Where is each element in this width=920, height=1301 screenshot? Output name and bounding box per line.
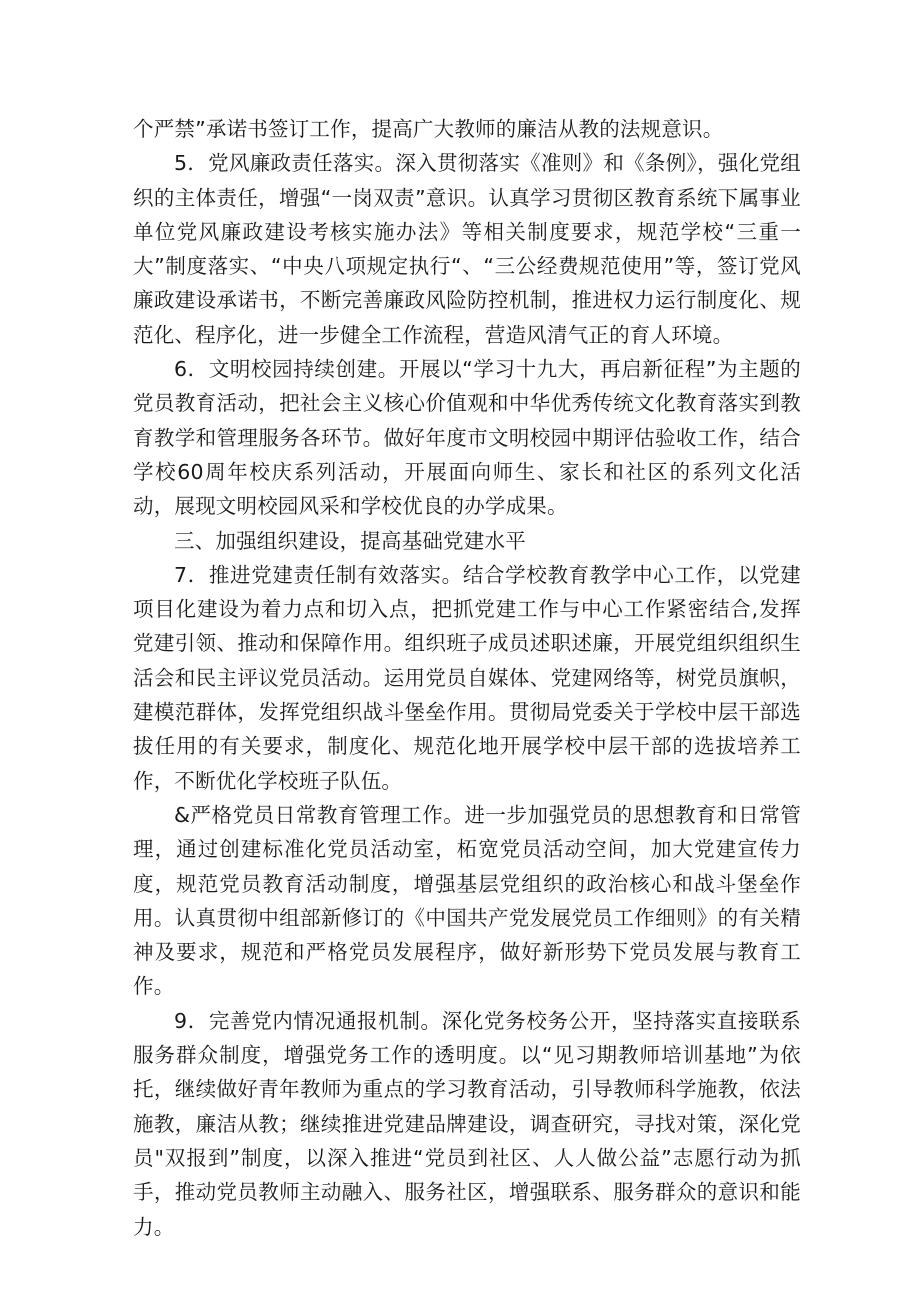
paragraph-item-6: 6．文明校园持续创建。开展以“学习十九大，再启新征程”为主题的党员教育活动，把社会主义核心价值观和中华优秀传统文化教育落实到教育教学和管理服务各环节。做好年度市文明校园中期评估验收工作，结合学校60周年校庆系列活动，开展面向师生、家长和社区的系列文化活动，展现文明校园风采和学校优良的办学成果。	[133, 357, 801, 519]
paragraph-item-8: &严格党员日常教育管理工作。进一步加强党员的思想教育和日常管理，通过创建标准化党员活动室，柘宽党员活动空间，加大党建宣传力度，规范党员教育活动制度，增强基层党组织的政治核心和战斗堡垒作用。认真贯彻中组部新修订的《中国共产党发展党员工作细则》的有关精神及要求，规范和严格党员发展程序，做好新形势下党员发展与教育工作。	[133, 802, 801, 999]
paragraph-continuation: 个严禁”承诺书签订工作，提高广大教师的廉洁从教的法规意识。	[133, 117, 724, 141]
paragraph-item-9: 9．完善党内情况通报机制。深化党务校务公开，坚持落实直接联系服务群众制度，增强党务工作的透明度。以“见习期教师培训基地”为依托，继续做好青年教师为重点的学习教育活动，引导教师科学施教，依法施教，廉洁从教；继续推进党建品牌建设，调查研究，寻找对策，深化党员"双报到”制度，以深入推进“党员到社区、人人做公益”志愿行动为抓手，推动党员教师主动融入、服务社区，增强联系、服务群众的意识和能力。	[133, 1008, 801, 1239]
paragraph-item-7: 7．推进党建责任制有效落实。结合学校教育教学中心工作，以党建项目化建设为着力点和切入点，把抓党建工作与中心工作紧密结合,发挥党建引领、推动和保障作用。组织班子成员述职述廉，开展党组织组织生活会和民主评议党员活动。运用党员自媒体、党建网络等，树党员旗帜，建模范群体，发挥党组织战斗堡垒作用。贯彻局党委关于学校中层干部选拔任用的有关要求，制度化、规范化地开展学校中层干部的选拔培养工作，不断优化学校班子队伍。	[133, 562, 801, 793]
document-body	[133, 112, 801, 1244]
section-heading-3: 三、加强组织建设，提高基础党建水平	[174, 528, 526, 553]
paragraph-item-5: 5．党风廉政责任落实。深入贯彻落实《准则》和《条例》，强化党组织的主体责任，增强“一岗双责”意识。认真学习贯彻区教育系统下属事业单位党风廉政建设考核实施办法》等相关制度要求，规范学校“三重一大”制度落实、“中央八项规定执行“、“三公经费规范使用”等，签订党风廉政建设承诺书，不断完善廉政风险防控机制，推进权力运行制度化、规范化、程序化，进一步健全工作流程，营造风清气正的育人环境。	[133, 151, 801, 347]
